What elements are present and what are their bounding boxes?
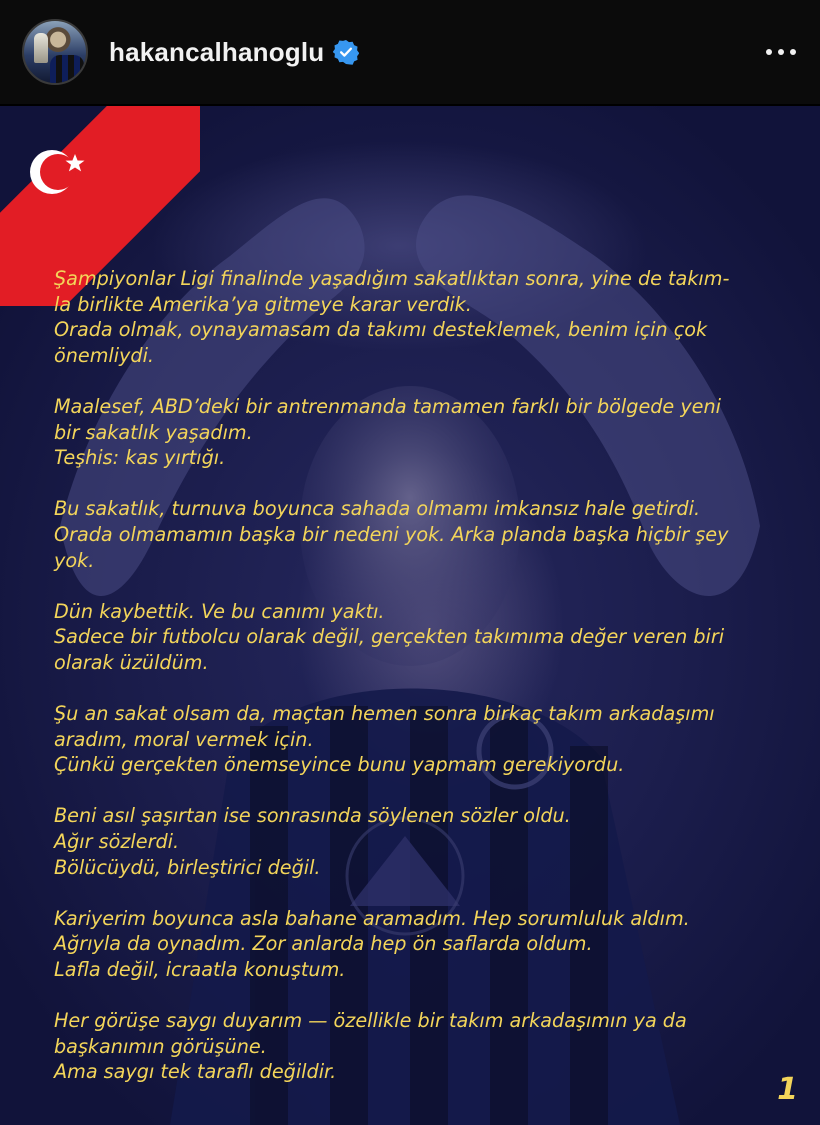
statement-paragraph <box>54 266 774 368</box>
statement-line: Sadece bir futbolcu olarak değil, gerçekten takımıma değer veren biri <box>54 625 725 649</box>
verified-badge-icon <box>333 39 359 65</box>
statement-paragraph <box>54 496 774 573</box>
statement-line: Orada olmamamın başka bir nedeni yok. Arka planda başka hiçbir şey <box>54 522 729 546</box>
more-dot-icon <box>778 49 784 55</box>
statement-line: Bu sakatlık, turnuva boyunca sahada olmamı imkansız hale getirdi. <box>54 497 701 521</box>
statement-line: Orada olmak, oynayamasam da takımı desteklemek, benim için çok <box>54 318 708 342</box>
username-link[interactable]: hakancalhanoglu <box>109 36 325 67</box>
statement-line: Ağır sözlerdi. <box>54 830 180 854</box>
statement-line: Bölücüydü, birleştirici değil. <box>54 855 321 879</box>
statement-line: Dün kaybettik. Ve bu canımı yaktı. <box>54 599 385 623</box>
more-dot-icon <box>790 49 796 55</box>
statement-paragraph <box>54 1008 774 1085</box>
turkish-flag-icon <box>26 140 90 204</box>
statement-line: Teşhis: kas yırtığı. <box>54 446 226 470</box>
more-options-button[interactable] <box>766 43 796 61</box>
statement-line: Kariyerim boyunca asla bahane aramadım. Hep sorumluluk aldım. <box>54 906 690 930</box>
profile-avatar[interactable] <box>22 19 88 85</box>
statement-text <box>54 266 774 1111</box>
statement-paragraph <box>54 701 774 778</box>
statement-line: Lafla değil, icraatla konuştum. <box>54 958 346 982</box>
avatar-shirt <box>50 55 84 83</box>
statement-line: Maalesef, ABD’deki bir antrenmanda tamamen farklı bir bölgede yeni <box>54 394 721 418</box>
more-dot-icon <box>766 49 772 55</box>
post-header <box>0 0 820 104</box>
statement-line: Şampiyonlar Ligi finalinde yaşadığım sakatlıktan sonra, yine de takım- <box>54 267 730 290</box>
statement-line: aradım, moral vermek için. <box>54 727 314 751</box>
statement-line: Her görüşe saygı duyarım — özellikle bir takım arkadaşımın ya da <box>54 1009 687 1033</box>
statement-paragraph <box>54 906 774 983</box>
page-number: 1 <box>777 1072 798 1107</box>
statement-line: la birlikte Amerika’ya gitmeye karar verdik. <box>54 292 472 316</box>
statement-paragraph <box>54 394 774 471</box>
avatar-trophy <box>34 33 48 63</box>
statement-line: Ama saygı tek taraflı değildir. <box>54 1060 337 1084</box>
statement-line: Çünkü gerçekten önemseyince bunu yapmam gerekiyordu. <box>54 753 625 777</box>
statement-line: Şu an sakat olsam da, maçtan hemen sonra birkaç takım arkadaşımı <box>54 702 715 726</box>
statement-line: başkanımın görüşüne. <box>54 1034 267 1058</box>
post-image[interactable] <box>0 106 820 1125</box>
statement-line: bir sakatlık yaşadım. <box>54 420 253 444</box>
statement-line: Ağrıyla da oynadım. Zor anlarda hep ön saflarda oldum. <box>54 932 593 956</box>
statement-line: Beni asıl şaşırtan ise sonrasında söylenen sözler oldu. <box>54 804 571 828</box>
statement-line: olarak üzüldüm. <box>54 650 209 674</box>
statement-line: önemliydi. <box>54 343 155 367</box>
statement-paragraph <box>54 803 774 880</box>
statement-paragraph <box>54 599 774 676</box>
statement-line: yok. <box>54 548 95 572</box>
